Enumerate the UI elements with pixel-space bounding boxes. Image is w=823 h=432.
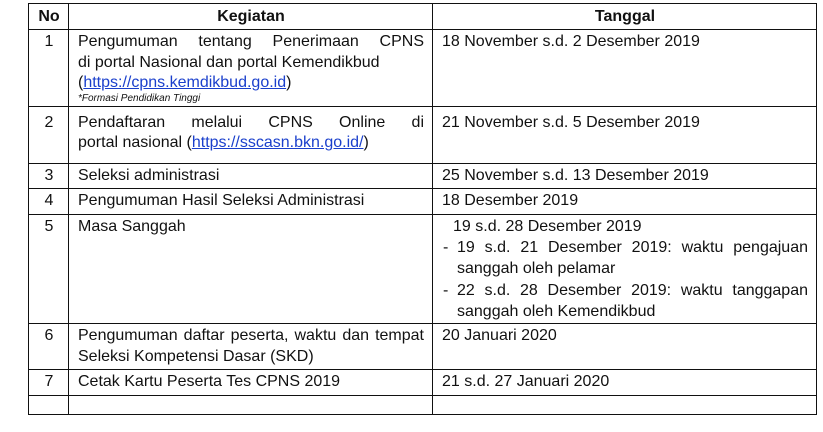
schedule-table <box>28 3 817 415</box>
activity-cell <box>69 106 433 163</box>
sub-list-item <box>443 281 808 322</box>
row-number: 6 <box>29 324 69 370</box>
row-number: 1 <box>29 30 69 107</box>
activity-text-line: Pengumuman tentang Penerimaan CPNS <box>78 33 424 50</box>
table-row <box>29 370 817 396</box>
table-row <box>29 324 817 370</box>
clipped-cell <box>433 395 817 414</box>
date-cell: 21 s.d. 27 Januari 2020 <box>433 370 817 396</box>
sub-item-text: 19 s.d. 21 Desember 2019: waktu pengajuan sanggah oleh pelamar <box>457 239 808 277</box>
activity-link-line <box>78 133 424 154</box>
table-row <box>29 163 817 189</box>
date-range: 19 s.d. 28 Desember 2019 <box>453 217 642 235</box>
row-number: 4 <box>29 189 69 215</box>
date-cell <box>433 214 817 324</box>
activity-text-line: Pendaftaran melalui CPNS Online di <box>78 113 424 131</box>
activity-text-line: di portal Nasional dan portal Kemendikbud <box>78 53 380 71</box>
activity-cell: Pengumuman daftar peserta, waktu dan tempat Seleksi Kompetensi Dasar (SKD) <box>69 324 433 370</box>
activity-text: portal nasional ( <box>78 134 192 151</box>
cpns-kemdikbud-link[interactable]: https://cpns.kemdikbud.go.id <box>83 74 287 91</box>
date-cell: 18 November s.d. 2 Desember 2019 <box>433 30 817 107</box>
row-number: 5 <box>29 214 69 324</box>
header-kegiatan: Kegiatan <box>69 4 433 30</box>
dash-bullet: - <box>443 239 449 256</box>
row-number: 3 <box>29 163 69 189</box>
clipped-cell <box>69 395 433 414</box>
date-cell: 21 November s.d. 5 Desember 2019 <box>433 106 817 163</box>
table-header-row <box>29 4 817 30</box>
clipped-cell <box>29 395 69 414</box>
formation-note: *Formasi Pendidikan Tinggi <box>78 92 201 104</box>
header-no: No <box>29 4 69 30</box>
sub-item-text: 22 s.d. 28 Desember 2019: waktu tanggapan sanggah oleh Kemendikbud <box>457 282 808 320</box>
date-cell: 20 Januari 2020 <box>433 324 817 370</box>
header-tanggal: Tanggal <box>433 4 817 30</box>
paren-close: ) <box>286 74 292 91</box>
sscasn-bkn-link[interactable]: https://sscasn.bkn.go.id/ <box>191 134 364 151</box>
activity-link-line <box>78 73 424 94</box>
table-row <box>29 106 817 163</box>
activity-cell: Seleksi administrasi <box>69 163 433 189</box>
date-cell: 25 November s.d. 13 Desember 2019 <box>433 163 817 189</box>
paren-close: ) <box>363 134 369 151</box>
activity-cell: Pengumuman Hasil Seleksi Administrasi <box>69 189 433 215</box>
paren-open: ( <box>78 74 84 91</box>
table-row <box>29 30 817 107</box>
table-row-clipped <box>29 395 817 414</box>
objection-sub-list <box>443 238 808 322</box>
date-cell: 18 Desember 2019 <box>433 189 817 215</box>
dash-bullet: - <box>443 282 449 299</box>
table-row <box>29 214 817 324</box>
table-row <box>29 189 817 215</box>
activity-cell: Masa Sanggah <box>69 214 433 324</box>
sub-list-item <box>443 238 808 279</box>
activity-cell <box>69 30 433 107</box>
row-number: 7 <box>29 370 69 396</box>
row-number: 2 <box>29 106 69 163</box>
activity-cell: Cetak Kartu Peserta Tes CPNS 2019 <box>69 370 433 396</box>
